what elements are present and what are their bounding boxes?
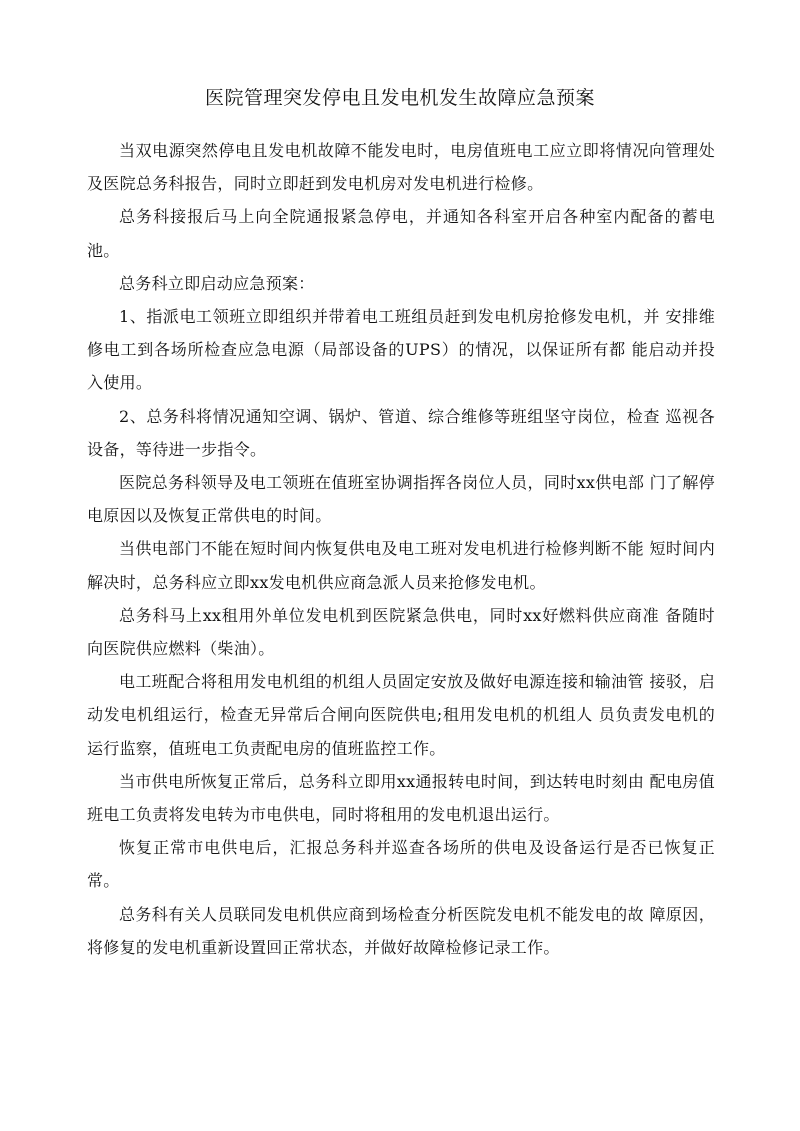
paragraph: 恢复正常市电供电后，汇报总务科并巡查各场所的供电及设备运行是否已恢复正常。 [87,838,715,891]
paragraph: 电工班配合将租用发电机组的机组人员固定安放及做好电源连接和输油管 接驳，启动发电机组运行，检查无异常后合闸向医院供电;租用发电机的机组人 员负责发电机的运行监察，值班电工负责配电房的值班监控工作。 [87,672,715,758]
paragraph: 总务科马上xx租用外单位发电机到医院紧急供电，同时xx好燃料供应商准 备随时向医院供应燃料（柴油）。 [87,605,715,659]
paragraph: 总务科有关人员联同发电机供应商到场检查分析医院发电机不能发电的故 障原因，将修复的发电机重新设置回正常状态，并做好故障检修记录工作。 [87,904,715,957]
document-title: 医院管理突发停电且发电机发生故障应急预案 [204,87,595,109]
paragraph: 2、总务科将情况通知空调、锅炉、管道、综合维修等班组坚守岗位，检查 巡视各设备，等待进一步指令。 [87,406,715,459]
paragraph: 总务科接报后马上向全院通报紧急停电，并通知各科室开启各种室内配备的蓄电池。 [87,207,715,260]
paragraph: 医院总务科领导及电工领班在值班室协调指挥各岗位人员，同时xx供电部 门了解停电原因以及恢复正常供电的时间。 [87,473,715,526]
paragraph: 当供电部门不能在短时间内恢复供电及电工班对发电机进行检修判断不能 短时间内解决时，总务科应立即xx发电机供应商急派人员来抢修发电机。 [87,539,715,592]
paragraph: 总务科立即启动应急预案： [119,273,315,293]
paragraph: 当双电源突然停电且发电机故障不能发电时，电房值班电工应立即将情况向管理处及医院总务科报告，同时立即赶到发电机房对发电机进行检修。 [87,141,715,194]
paragraph: 1、指派电工领班立即组织并带着电工班组员赶到发电机房抢修发电机，并 安排维修电工到各场所检查应急电源（局部设备的UPS）的情况，以保证所有都 能启动并投入使用。 [87,307,715,393]
document-body [87,134,715,964]
paragraph: 当市供电所恢复正常后，总务科立即用xx通报转电时间，到达转电时刻由 配电房值班电工负责将发电转为市电供电，同时将租用的发电机退出运行。 [87,771,715,825]
